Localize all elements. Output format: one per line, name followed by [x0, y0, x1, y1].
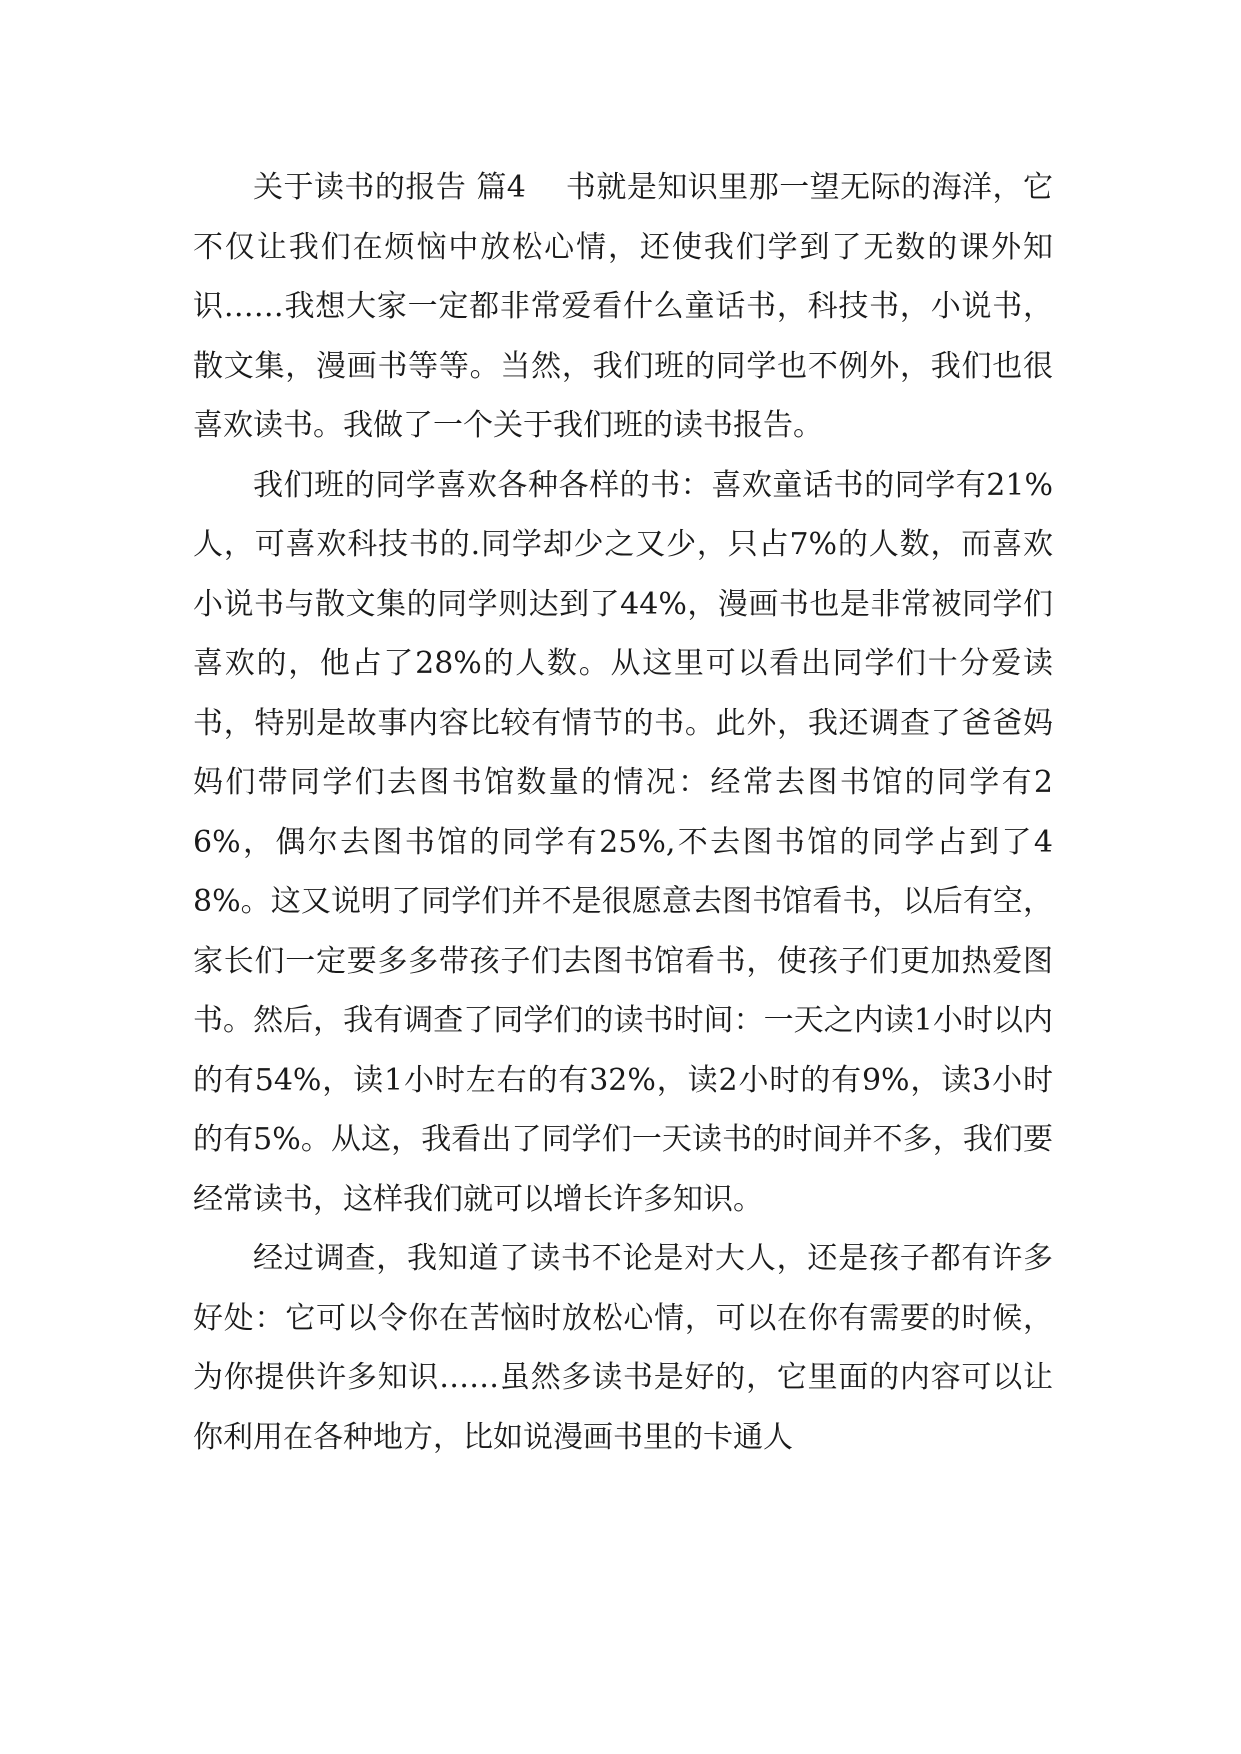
paragraph-intro: 关于读书的报告 篇4 书就是知识里那一望无际的海洋，它不仅让我们在烦恼中放松心情，还使我们学到了无数的课外知识……我想大家一定都非常爱看什么童话书，科技书，小说书，散文集，漫画书等等。当然，我们班的同学也不例外，我们也很喜欢读书。我做了一个关于我们班的读书报告。	[193, 170, 1053, 443]
document-body	[193, 158, 1053, 1467]
paragraph-conclusion: 经过调查，我知道了读书不论是对大人，还是孩子都有许多好处：它可以令你在苦恼时放松心情，可以在你有需要的时候，为你提供许多知识……虽然多读书是好的，它里面的内容可以让你利用在各种地方，比如说漫画书里的卡通人	[193, 1241, 1053, 1455]
paragraph-survey-results: 我们班的同学喜欢各种各样的书：喜欢童话书的同学有21%人，可喜欢科技书的.同学却少之又少，只占7%的人数，而喜欢小说书与散文集的同学则达到了44%，漫画书也是非常被同学们喜欢的，他占了28%的人数。从这里可以看出同学们十分爱读书，特别是故事内容比较有情节的书。此外，我还调查了爸爸妈妈们带同学们去图书馆数量的情况：经常去图书馆的同学有26%，偶尔去图书馆的同学有25%,不去图书馆的同学占到了48%。这又说明了同学们并不是很愿意去图书馆看书，以后有空，家长们一定要多多带孩子们去图书馆看书，使孩子们更加热爱图书。然后，我有调查了同学们的读书时间：一天之内读1小时以内的有54%，读1小时左右的有32%，读2小时的有9%，读3小时的有5%。从这，我看出了同学们一天读书的时间并不多，我们要经常读书，这样我们就可以增长许多知识。	[193, 467, 1053, 1217]
